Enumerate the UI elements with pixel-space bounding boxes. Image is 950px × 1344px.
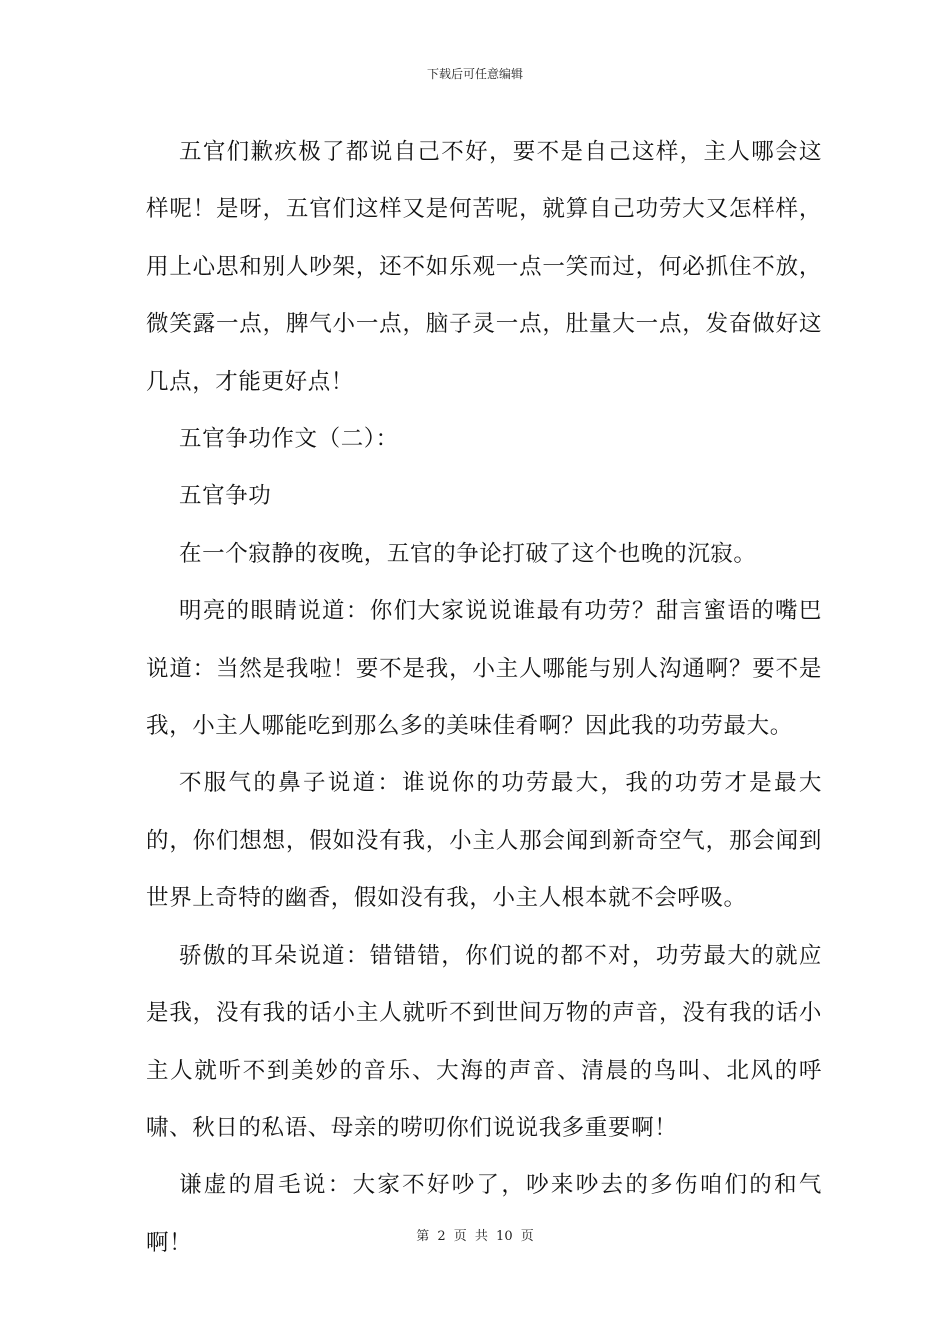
paragraph: 在一个寂静的夜晚，五官的争论打破了这个也晚的沉寂。 (179, 540, 757, 567)
essay-title: 五官争功 (179, 483, 272, 510)
page-header: 下载后可任意编辑 (426, 67, 523, 81)
paragraph: 五官们歉疚极了都说自己不好，要不是自己这样，主人哪会这样呢！是呀，五官们这样又是何苦呢，就算自己功劳大又怎样样，用上心思和别人吵架，还不如乐观一点一笑而过，何必抓住不放，微笑露一点，脾气小一点，脑子灵一点，肚量大一点，发奋做好这几点，才能更好点！ (146, 139, 822, 395)
paragraph: 谦虚的眉毛说：大家不好吵了，吵来吵去的多伤咱们的和气啊！ (146, 1172, 822, 1256)
paragraph: 骄傲的耳朵说道：错错错，你们说的都不对，功劳最大的就应是我，没有我的话小主人就听不到世间万物的声音，没有我的话小主人就听不到美妙的音乐、大海的声音、清晨的鸟叫、北风的呼啸、秋日的私语、母亲的唠叨你们说说我多重要啊！ (146, 942, 822, 1141)
paragraph: 明亮的眼睛说道：你们大家说说谁最有功劳？甜言蜜语的嘴巴说道：当然是我啦！要不是我，小主人哪能与别人沟通啊？要不是我，小主人哪能吃到那么多的美味佳肴啊？因此我的功劳最大。 (146, 598, 822, 740)
paragraph: 不服气的鼻子说道：谁说你的功劳最大，我的功劳才是最大的，你们想想，假如没有我，小主人那会闻到新奇空气，那会闻到世界上奇特的幽香，假如没有我，小主人根本就不会呼吸。 (146, 770, 822, 912)
section-heading: 五官争功作文（二）： (179, 426, 399, 453)
document-body (146, 124, 822, 1272)
page-number-footer: 第 2 页 共 10 页 (416, 1229, 534, 1244)
